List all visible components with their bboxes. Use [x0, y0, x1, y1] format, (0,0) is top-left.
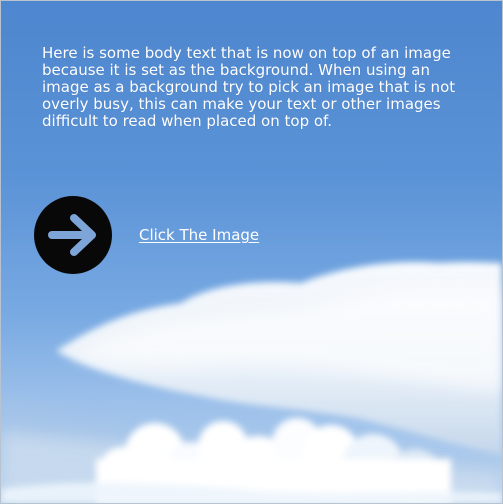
click-the-image-link[interactable]: Click The Image [139, 226, 260, 244]
right-arrow-image-button[interactable] [34, 196, 112, 274]
body-text: Here is some body text that is now on top of an image because it is set as the background. When using an image as a background try to pick an image that is not overly busy, this can make your text or other images difficult to read when placed on top of. [42, 44, 456, 130]
right-arrow-icon [34, 196, 112, 274]
